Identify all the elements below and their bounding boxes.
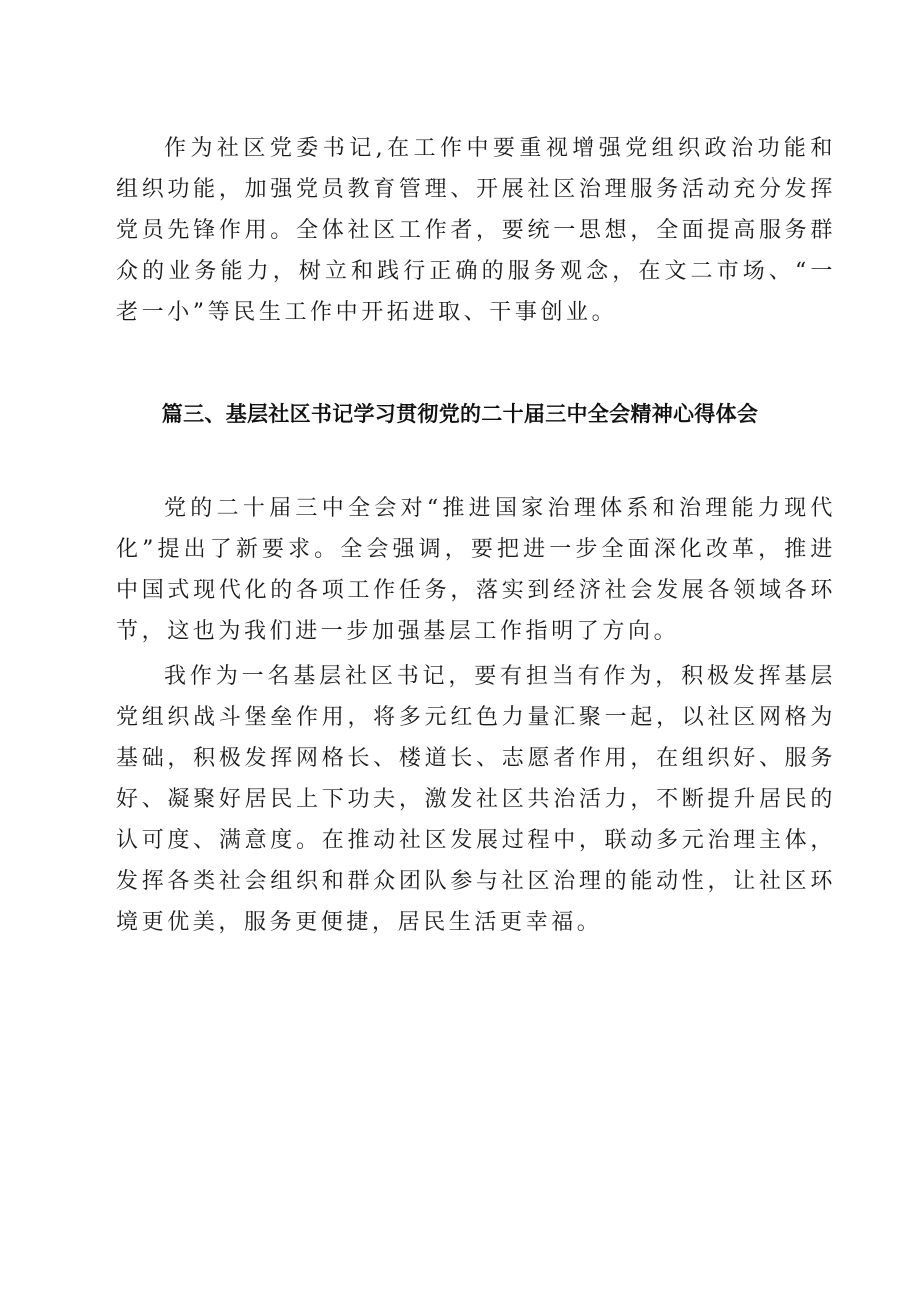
body-paragraph-3: 我作为一名基层社区书记，要有担当有作为，积极发挥基层党组织战斗堡垒作用，将多元红色力量汇聚一起，以社区网格为基础，积极发挥网格长、楼道长、志愿者作用，在组织好、服务好、凝聚好居民上下功夫，激发社区共治活力，不断提升居民的认可度、满意度。在推动社区发展过程中，联动多元治理主体，发挥各类社会组织和群众团队参与社区治理的能动性，让社区环境更优美，服务更便捷，居民生活更幸福。 <box>116 664 836 935</box>
section-title: 篇三、基层社区书记学习贯彻党的二十届三中全会精神心得体会 <box>161 402 759 426</box>
body-paragraph-1: 作为社区党委书记,在工作中要重视增强党组织政治功能和组织功能，加强党员教育管理、开展社区治理服务活动充分发挥党员先锋作用。全体社区工作者，要统一思想，全面提高服务群众的业务能力，树立和践行正确的服务观念，在文二市场、“一老一小”等民生工作中开拓进取、干事创业。 <box>116 136 836 325</box>
body-paragraph-2: 党的二十届三中全会对“推进国家治理体系和治理能力现代化”提出了新要求。全会强调，要把进一步全面深化改革，推进中国式现代化的各项工作任务，落实到经济社会发展各领域各环节，这也为我们进一步加强基层工作指明了方向。 <box>116 496 836 644</box>
